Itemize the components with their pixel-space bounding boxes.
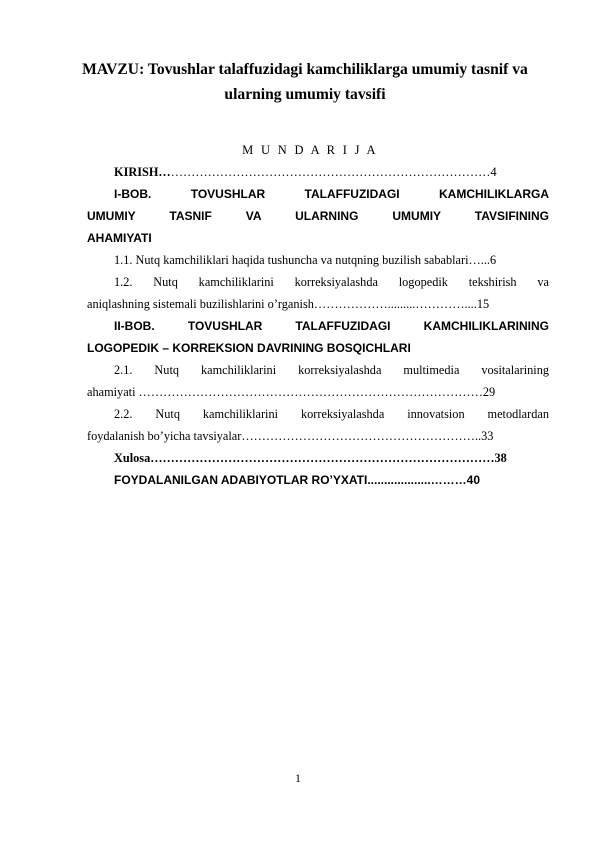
section-1-2-line-1: 1.2. Nutq kamchiliklarini korreksiyalashda logopedik tekshirish va: [114, 275, 549, 289]
toc-heading: M U N D A R I J A: [242, 143, 378, 157]
toc-entry-chapter-1: [87, 183, 549, 249]
toc-entry-1-1: 1.1. Nutq kamchiliklari haqida tushuncha va nutqning buzilish sabablari…...6: [114, 253, 497, 267]
table-of-contents: [87, 161, 549, 491]
toc-entry-chapter-2: [87, 315, 549, 359]
page-number: 1: [295, 771, 301, 785]
document-title: [60, 57, 550, 107]
chapter-2-prefix: II-BOB.: [114, 319, 155, 333]
chapter-2-line-2: LOGOPEDIK – KORREKSION DAVRINING BOSQICHLARI: [87, 341, 411, 355]
section-2-2-line-1: 2.2. Nutq kamchiliklarini korreksiyalashda innovatsion metodlardan: [114, 407, 549, 421]
toc-entry-2-1: [87, 359, 549, 403]
toc-entry-adabiyotlar: FOYDALANILGAN ADABIYOTLAR RO’YXATI...................………40: [114, 473, 481, 487]
chapter-2-line-1: [87, 315, 549, 337]
toc-entry-2-2: [87, 403, 549, 447]
section-2-2-line-2: foydalanish bo’yicha tavsiyalar…………………………………………………..33: [87, 429, 494, 443]
toc-entry-kirish: [87, 161, 549, 183]
title-line-1: MAVZU: Tovushlar talaffuzidagi kamchiliklarga umumiy tasnif va: [82, 61, 528, 78]
section-1-2-line-2: aniqlashning sistemali buzilishlarini o’rganish……………….........…………....15: [87, 297, 490, 311]
chapter-2-title-part-1: TOVUSHLAR TALAFFUZIDAGI KAMCHILIKLARINING: [187, 319, 549, 333]
toc-entry-1-2: [87, 271, 549, 315]
title-line-2: ularning umumiy tavsifi: [224, 86, 386, 103]
toc-kirish-dots: ……………………………………………………………………: [170, 165, 491, 179]
chapter-1-line-1: I-BOB. TOVUSHLAR TALAFFUZIDAGI KAMCHILIKLARGA: [114, 187, 549, 201]
toc-kirish-page: 4: [490, 165, 497, 179]
toc-entry-xulosa: Xulosa…………………………………………………………………………38: [114, 451, 507, 465]
chapter-1-line-2: UMUMIY TASNIF VA ULARNING UMUMIY TAVSIFINING: [87, 209, 549, 223]
chapter-1-line-3: AHAMIYATI: [87, 231, 152, 245]
toc-kirish-label: KIRISH…: [114, 165, 171, 179]
section-2-1-line-1: 2.1. Nutq kamchiliklarini korreksiyalashda multimedia vositalarining: [114, 363, 549, 377]
section-2-1-line-2: ahamiyati …………………………………………………………………………29: [87, 385, 496, 399]
